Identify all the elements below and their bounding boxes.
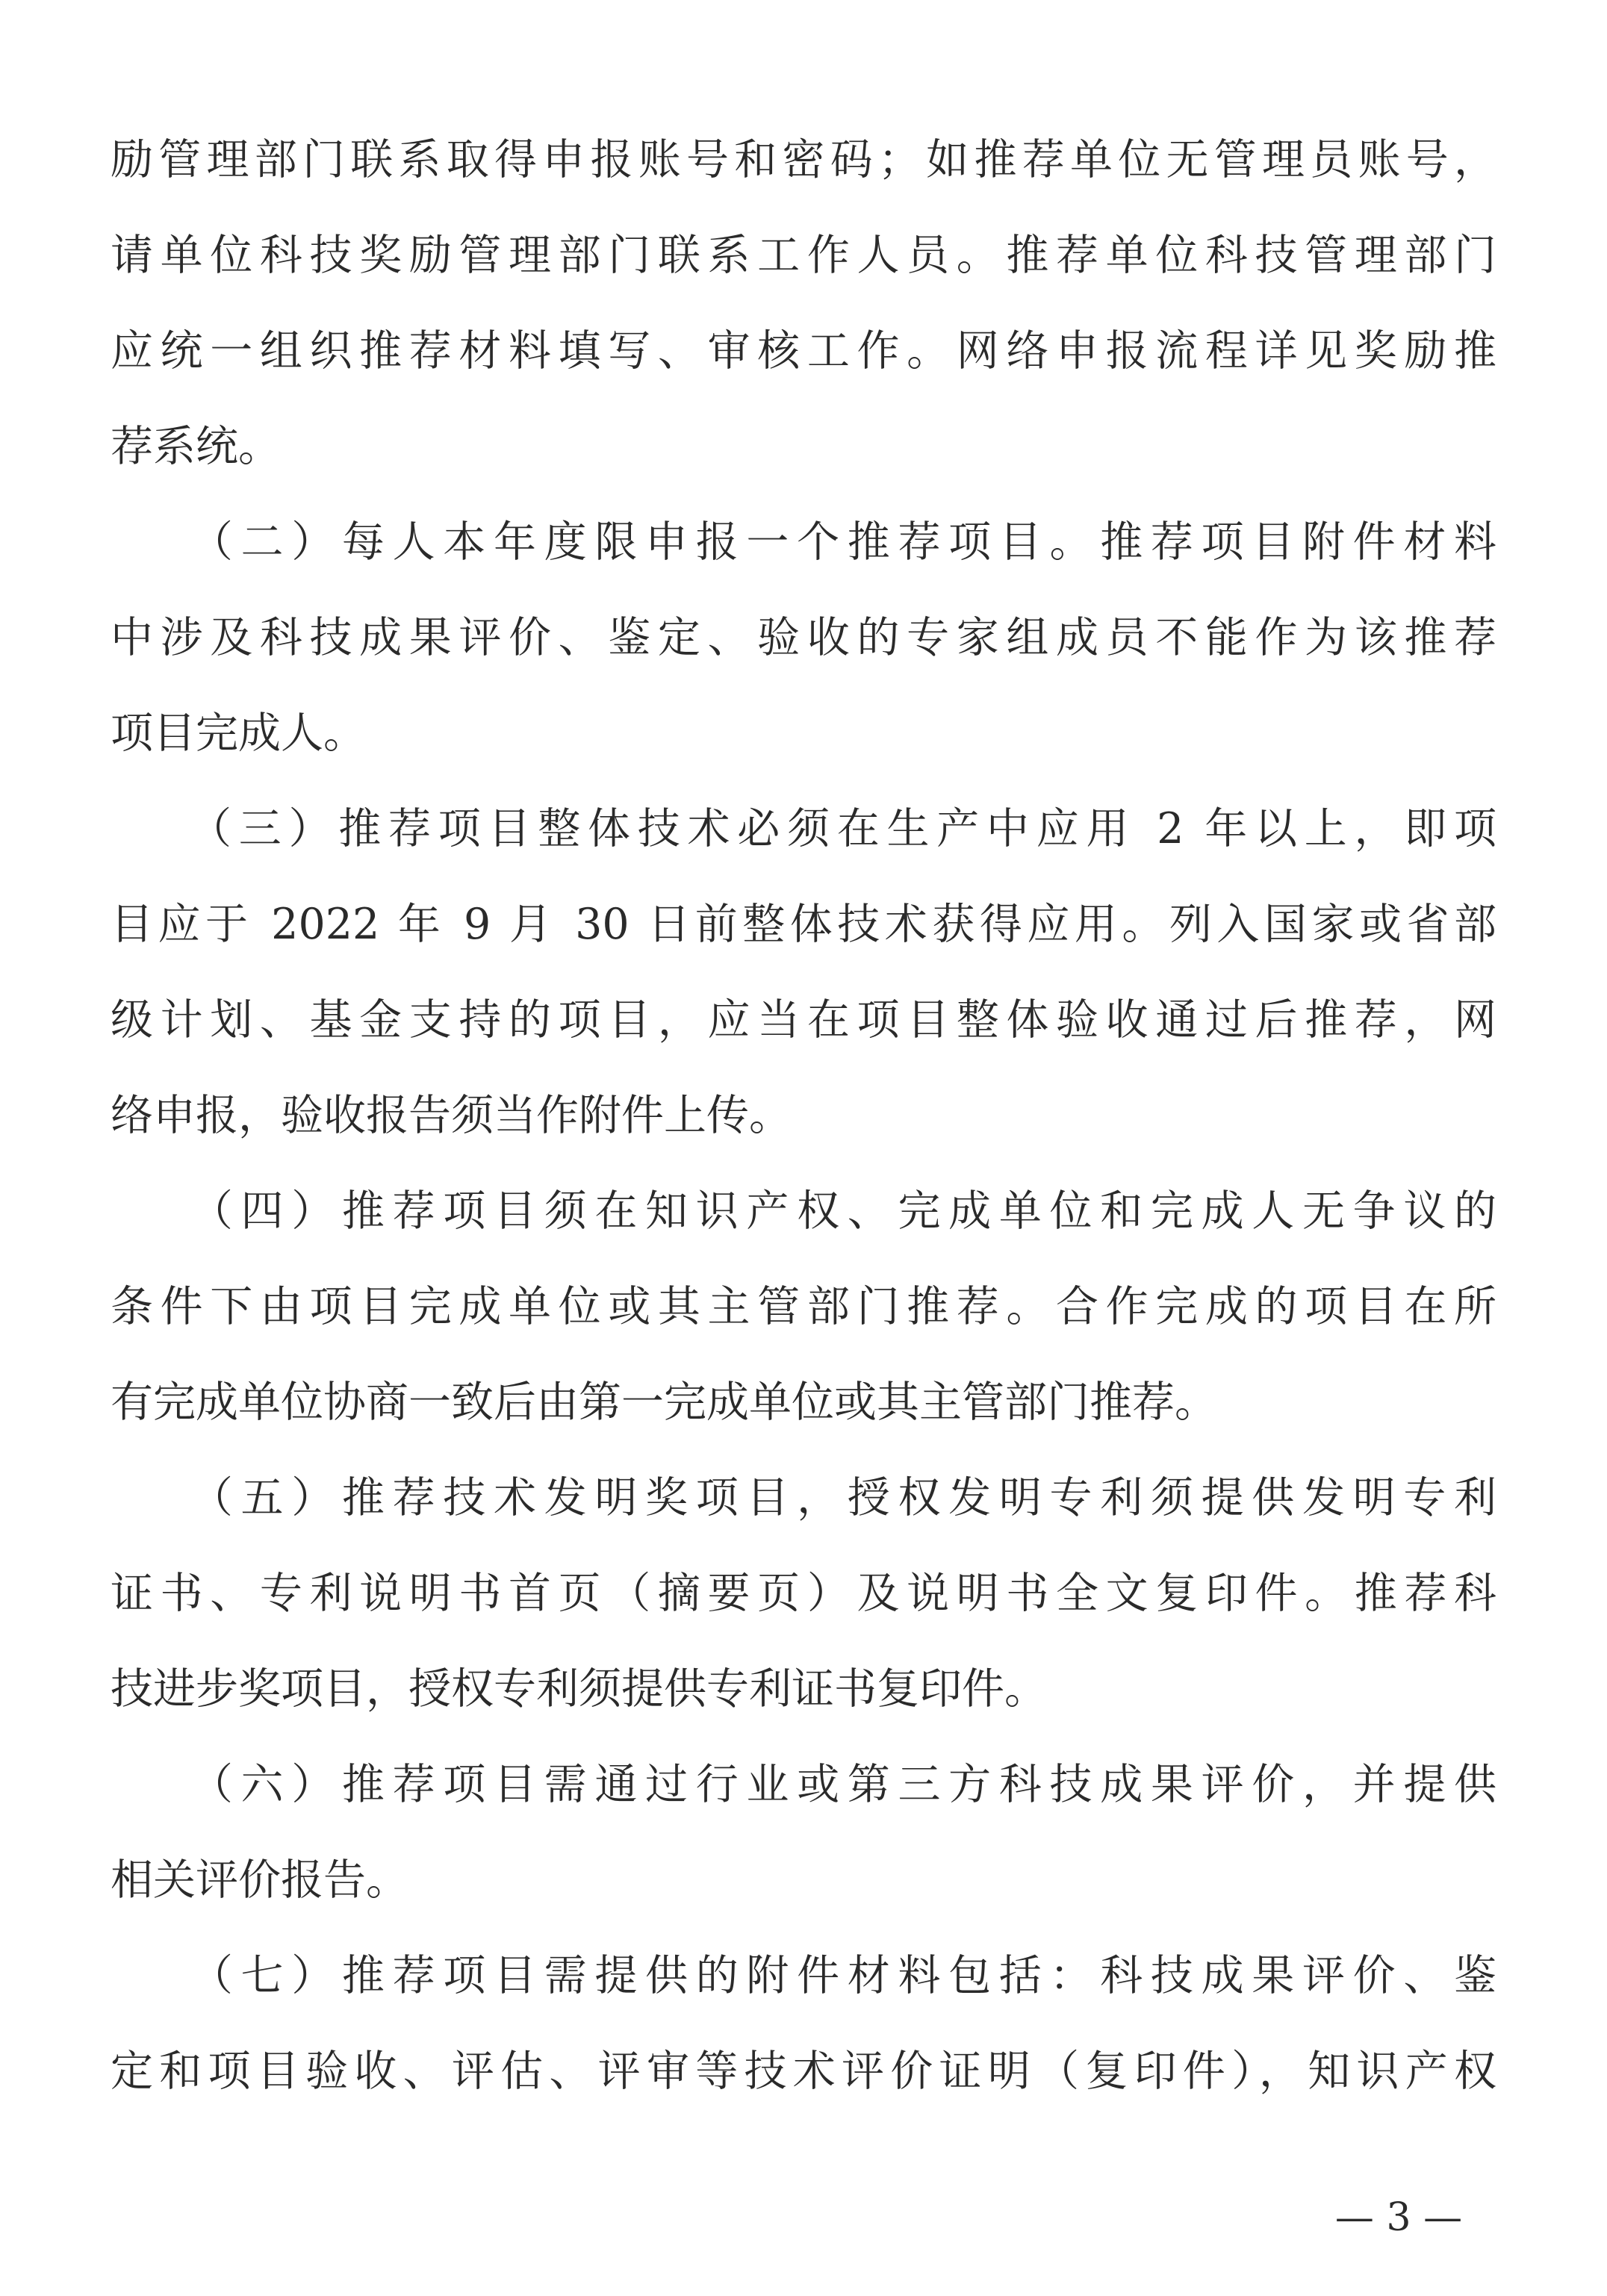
text-line: 有完成单位协商一致后由第一完成单位或其主管部门推荐。	[111, 1378, 1217, 1427]
text-line: （五）推荐技术发明奖项目，授权发明专利须提供发明专利	[111, 1473, 1496, 1522]
text-line: 项目完成人。	[111, 709, 366, 758]
text-line: （四）推荐项目须在知识产权、完成单位和完成人无争议的	[111, 1186, 1496, 1236]
body-text	[111, 112, 1496, 2119]
text-line: 级计划、基金支持的项目，应当在项目整体验收通过后推荐，网	[111, 995, 1496, 1045]
text-line: 络申报，验收报告须当作附件上传。	[111, 1091, 792, 1140]
text-line: 中涉及科技成果评价、鉴定、验收的专家组成员不能作为该推荐	[111, 613, 1496, 662]
text-line: 证书、专利说明书首页（摘要页）及说明书全文复印件。推荐科	[111, 1569, 1496, 1618]
text-line: 技进步奖项目，授权专利须提供专利证书复印件。	[111, 1664, 1047, 1714]
text-line: 荐系统。	[111, 422, 281, 471]
text-line: 定和项目验收、评估、评审等技术评价证明（复印件），知识产权	[111, 2047, 1496, 2096]
text-line: 条件下由项目完成单位或其主管部门推荐。合作完成的项目在所	[111, 1282, 1496, 1331]
text-line: 应统一组织推荐材料填写、审核工作。网络申报流程详见奖励推	[111, 326, 1496, 376]
text-line: （三）推荐项目整体技术必须在生产中应用 2 年以上，即项	[111, 804, 1496, 853]
text-line: （六）推荐项目需通过行业或第三方科技成果评价，并提供	[111, 1760, 1496, 1809]
text-line: 目应于 2022 年 9 月 30 日前整体技术获得应用。列入国家或省部	[111, 900, 1496, 949]
text-line: 相关评价报告。	[111, 1855, 408, 1905]
text-line: 励管理部门联系取得申报账号和密码；如推荐单位无管理员账号，	[111, 135, 1496, 184]
text-line: （七）推荐项目需提供的附件材料包括：科技成果评价、鉴	[111, 1951, 1496, 2000]
text-line: （二）每人本年度限申报一个推荐项目。推荐项目附件材料	[111, 517, 1496, 567]
text-line: 请单位科技奖励管理部门联系工作人员。推荐单位科技管理部门	[111, 231, 1496, 280]
page-number: — 3 —	[1334, 2195, 1463, 2240]
